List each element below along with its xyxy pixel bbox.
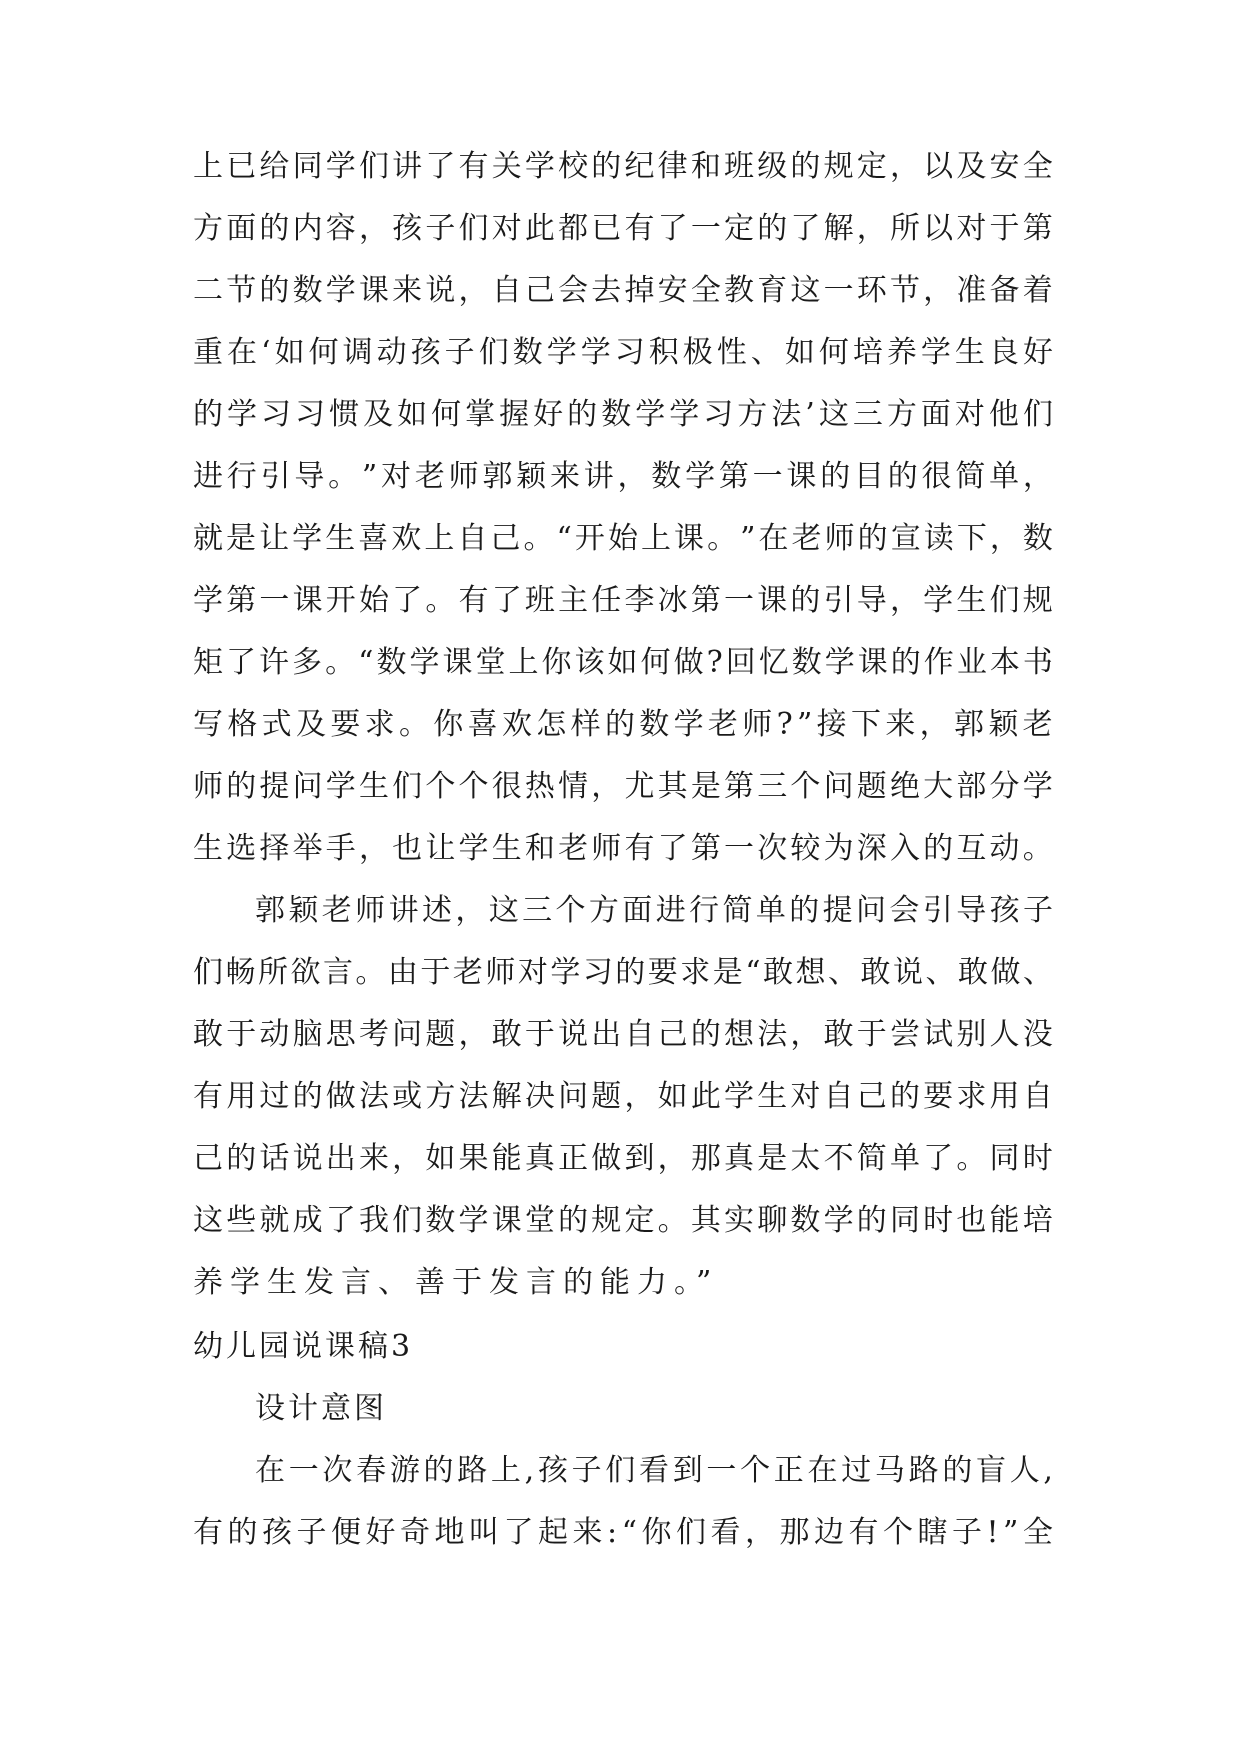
text-line: 敢 于 动 脑 思 考 问 题 ， 敢 于 说 出 自 己 的 想 法 ， 敢 于 尝 试 别 人 没 [193,1017,1053,1052]
text-line: 二 节 的 数 学 课 来 说 ， 自 己 会 去 掉 安 全 教 育 这 一 环 节 ， 准 备 着 [193,273,1053,308]
text-line: 学 第 一 课 开 始 了 。 有 了 班 主 任 李 冰 第 一 课 的 引 导 ， 学 生 们 规 [193,583,1053,618]
subheading-block [193,1378,1053,1440]
text-line: 师 的 提 问 学 生 们 个 个 很 热 情 ， 尤 其 是 第 三 个 问 题 绝 大 部 分 学 [193,769,1053,804]
text-line: 己 的 话 说 出 来 ， 如 果 能 真 正 做 到 ， 那 真 是 太 不 简 单 了 。 同 时 [193,1141,1053,1176]
text-line: 重 在 ‘ 如 何 调 动 孩 子 们 数 学 学 习 积 极 性 、 如 何 培 养 学 生 良 好 [193,335,1053,370]
paragraph-2 [193,880,1053,1314]
text-line: 这 些 就 成 了 我 们 数 学 课 堂 的 规 定 。 其 实 聊 数 学 的 同 时 也 能 培 [193,1203,1053,1238]
text-line: 写 格 式 及 要 求 。 你 喜 欢 怎 样 的 数 学 老 师 ? ” 接 下 来 ， 郭 颖 老 [193,707,1053,742]
paragraph-1 [193,136,1053,880]
section-title-block [193,1316,1053,1378]
text-line: 上 已 给 同 学 们 讲 了 有 关 学 校 的 纪 律 和 班 级 的 规 定 ， 以 及 安 全 [193,149,1053,184]
text-line: 方 面 的 内 容 ， 孩 子 们 对 此 都 已 有 了 一 定 的 了 解 ， 所 以 对 于 第 [193,211,1053,246]
text-line: 郭 颖 老 师 讲 述 ， 这 三 个 方 面 进 行 简 单 的 提 问 会 引 导 孩 子 [255,893,1053,928]
text-line: 们 畅 所 欲 言 。 由 于 老 师 对 学 习 的 要 求 是 “ 敢 想 、 敢 说 、 敢 做 、 [193,955,1053,990]
text-line: 矩 了 许 多 。 “ 数 学 课 堂 上 你 该 如 何 做 ? 回 忆 数 学 课 的 作 业 本 书 [193,645,1053,680]
text-line: 在 一 次 春 游 的 路 上 , 孩 子 们 看 到 一 个 正 在 过 马 路 的 盲 人 , [255,1453,1053,1488]
subheading: 设计意图 [255,1391,387,1426]
text-line: 的 学 习 习 惯 及 如 何 掌 握 好 的 数 学 学 习 方 法 ’ 这 三 方 面 对 他 们 [193,397,1053,432]
text-line: 生 选 择 举 手 ， 也 让 学 生 和 老 师 有 了 第 一 次 较 为 深 入 的 互 动 。 [193,831,1053,866]
text-line: 养学生发言、善于发言的能力。” [193,1265,719,1300]
text-line: 就 是 让 学 生 喜 欢 上 自 己 。 “ 开 始 上 课 。 ” 在 老 师 的 宣 读 下 ， 数 [193,521,1053,556]
text-line: 有 用 过 的 做 法 或 方 法 解 决 问 题 ， 如 此 学 生 对 自 己 的 要 求 用 自 [193,1079,1053,1114]
section-title: 幼儿园说课稿3 [193,1329,414,1364]
text-line: 进 行 引 导 。 ” 对 老 师 郭 颖 来 讲 ， 数 学 第 一 课 的 目 的 很 简 单 ， [193,459,1053,494]
text-line: 有 的 孩 子 便 好 奇 地 叫 了 起 来 : “ 你 们 看 ， 那 边 有 个 瞎 子 ! ” 全 [193,1515,1053,1550]
paragraph-3 [193,1440,1053,1564]
